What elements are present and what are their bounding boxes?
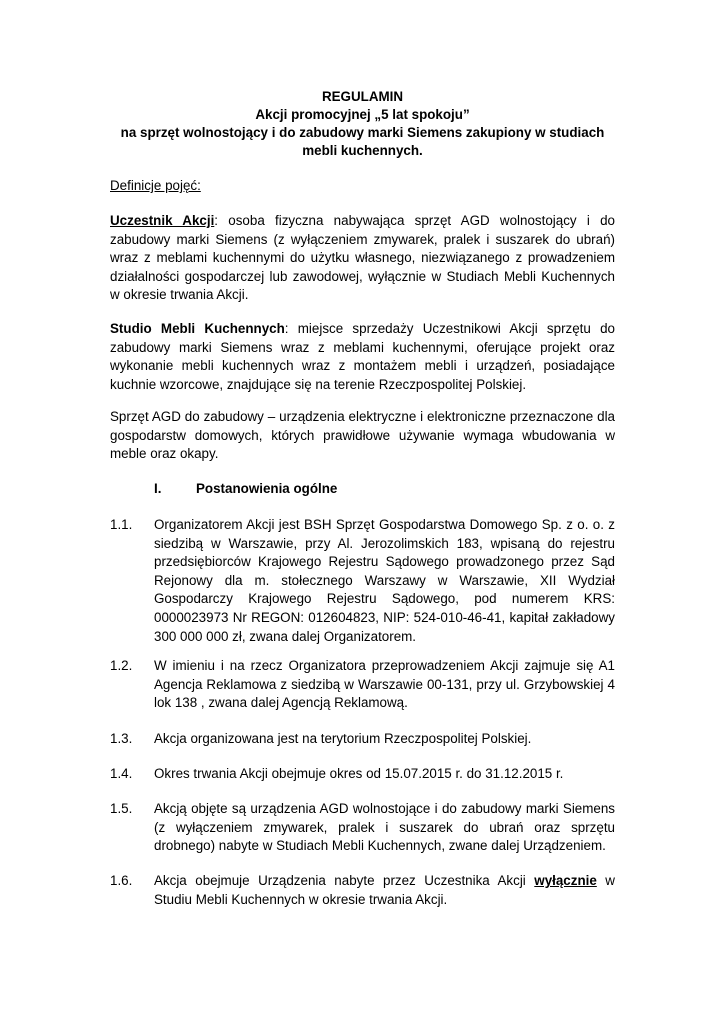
item-text: Akcją objęte są urządzenia AGD wolnostojące i do zabudowy marki Siemens (z wyłączeniem zmywarek, pralek i suszarek do ubrań oraz sprzętu drobnego) nabyte w Studiach Mebli Kuchennych, zwane dalej Urządzeniem.: [154, 801, 615, 854]
definition-uczestnik: [110, 212, 615, 305]
sprzet-text: Sprzęt AGD do zabudowy – urządzenia elektryczne i elektroniczne przeznaczone dla gospodarstw domowych, których prawidłowe używanie wymaga wbudowania w meble oraz okapy.: [110, 409, 615, 462]
document-title: [100, 88, 625, 160]
item-number: 1.1.: [110, 517, 133, 532]
uczestnik-term: Uczestnik Akcji: [110, 213, 215, 228]
section-number: I.: [154, 481, 162, 496]
item-text: W imieniu i na rzecz Organizatora przeprowadzeniem Akcji zajmuje się A1 Agencja Reklamowa z siedzibą w Warszawie 00-131, przy ul. Grzybowskiej 4 lok 138 , zwana dalej Agencją Reklamową.: [154, 658, 615, 711]
studio-text: : miejsce sprzedaży Uczestnikowi Akcji sprzętu do zabudowy marki Siemens wraz z meblami kuchennymi, oferujące projekt oraz wykonanie mebli kuchennych wraz z montażem mebli i urządzeń, posiadające kuchnie wzorcowe, znajdujące się na terenie Rzeczpospolitej Polskiej.: [110, 321, 616, 392]
definitions-heading: [110, 177, 615, 196]
item-number: 1.5.: [110, 801, 133, 816]
title-line-1: REGULAMIN: [321, 89, 404, 104]
section-title: Postanowienia ogólne: [196, 481, 338, 496]
item-text: Organizatorem Akcji jest BSH Sprzęt Gospodarstwa Domowego Sp. z o. o. z siedzibą w Warszawie, przy Al. Jerozolimskich 183, wpisaną do rejestru przedsiębiorców Krajowego Rejestru Sądowego prowadzonego przez Sąd Rejonowy dla m. stołecznego Warszawy w Warszawie, XII Wydział Gospodarczy Krajowego Rejestru Sądowego, pod numerem KRS: 0000023973 Nr REGON: 012604823, NIP: 524-010-46-41, kapitał zakładowy 300 000 000 zł, zwana dalej Organizatorem.: [154, 517, 615, 644]
uczestnik-text: : osoba fizyczna nabywająca sprzęt AGD wolnostojący i do zabudowy marki Siemens (z wyłączeniem zmywarek, pralek i suszarek do ubrań) wraz z meblami kuchennymi do użytku własnego, niezwiązanego z prowadzeniem działalności gospodarczej lub zawodowej, wyłącznie w Studiach Mebli Kuchennych w okresie trwania Akcji.: [110, 213, 615, 303]
item-text: [154, 872, 615, 909]
title-line-2: Akcji promocyjnej „5 lat spokoju”: [255, 107, 470, 122]
item-text-after: w Studiu Mebli Kuchennych w okresie trwania Akcji.: [154, 873, 615, 907]
item-number: 1.4.: [110, 766, 133, 781]
item-text-before: Akcja obejmuje Urządzenia nabyte przez Uczestnika Akcji: [154, 873, 535, 888]
item-number: 1.3.: [110, 731, 133, 746]
title-line-3: na sprzęt wolnostojący i do zabudowy marki Siemens zakupiony w studiach mebli kuchennych.: [120, 125, 605, 158]
item-number: 1.6.: [110, 873, 133, 888]
item-text: Okres trwania Akcji obejmuje okres od 15.07.2015 r. do 31.12.2015 r.: [154, 766, 564, 781]
item-number: 1.2.: [110, 658, 133, 673]
definitions-heading-text: Definicje pojęć:: [110, 178, 201, 193]
item-text: Akcja organizowana jest na terytorium Rzeczpospolitej Polskiej.: [154, 731, 532, 746]
item-text-emphasis: wyłącznie: [534, 873, 597, 888]
definition-sprzet: [110, 408, 615, 464]
studio-term: Studio Mebli Kuchennych: [110, 321, 285, 336]
definition-studio: [110, 320, 615, 394]
